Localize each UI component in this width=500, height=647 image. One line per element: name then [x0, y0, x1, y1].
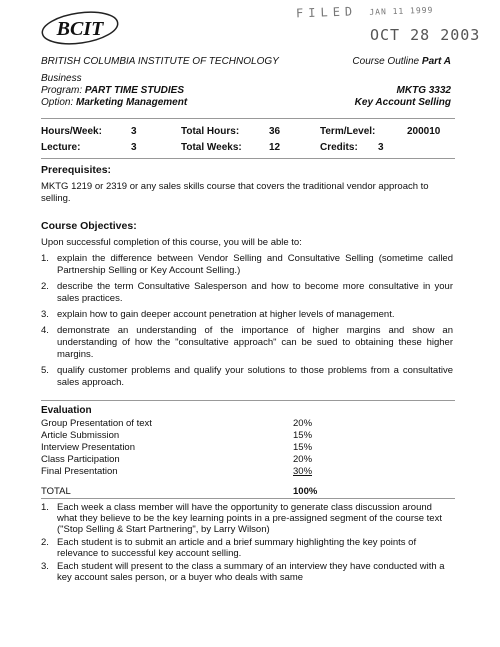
- divider: [41, 498, 455, 499]
- note-item: [41, 502, 453, 535]
- bcit-logo: [40, 8, 120, 48]
- evaluation-value: 30%: [293, 466, 313, 477]
- term-level-label: Term/Level:: [320, 126, 376, 137]
- objectives-title: Course Objectives:: [41, 220, 137, 232]
- objective-text: describe the term Consultative Salesperson and how to become more consultative in your sales practices.: [57, 281, 453, 304]
- evaluation-label: Final Presentation: [41, 466, 118, 477]
- evaluation-title: Evaluation: [41, 405, 92, 416]
- prerequisites-title: Prerequisites:: [41, 164, 112, 176]
- lecture-value: 3: [131, 142, 137, 153]
- evaluation-row: [41, 430, 341, 441]
- evaluation-total-label: TOTAL: [41, 486, 71, 497]
- department-block: [41, 73, 187, 109]
- course-id-block: [355, 85, 451, 109]
- objective-text: explain how to gain deeper account penetration at higher levels of management.: [57, 309, 395, 320]
- objective-text: demonstrate an understanding of the importance of higher margins and show an understanding of how the "consultative approach" can be sued to obtaining these higher margins.: [57, 325, 453, 360]
- lecture-label: Lecture:: [41, 142, 81, 153]
- course-code: MKTG 3332: [396, 85, 451, 96]
- total-weeks-label: Total Weeks:: [181, 142, 242, 153]
- objectives-list: [41, 253, 453, 393]
- objective-number: 2.: [41, 281, 49, 292]
- prerequisites-text: MKTG 1219 or 2319 or any sales skills course that covers the traditional vendor approach to selling.: [41, 181, 429, 204]
- hours-week-value: 3: [131, 126, 137, 137]
- evaluation-total-row: [41, 486, 341, 497]
- term-level-value: 200010: [407, 126, 441, 137]
- program-line: [41, 85, 187, 97]
- filed-stamp-date: JAN 11 1999: [369, 5, 434, 17]
- objective-item: [41, 365, 453, 389]
- evaluation-value: 15%: [293, 430, 313, 441]
- note-item: [41, 537, 453, 559]
- total-hours-value: 36: [269, 126, 281, 137]
- evaluation-label: Interview Presentation: [41, 442, 135, 453]
- total-weeks-value: 12: [269, 142, 281, 153]
- option-name: Marketing Management: [76, 97, 188, 108]
- note-text: Each student will present to the class a summary of an interview they have conducted with a key account sales person, or a buyer who deals with same: [57, 561, 445, 583]
- note-text: Each student is to submit an article and a brief summary highlighting the key points of relevance to successful key account selling.: [57, 537, 417, 559]
- divider: [41, 118, 455, 119]
- outline-part: [352, 56, 451, 67]
- evaluation-label: Article Submission: [41, 430, 120, 441]
- note-text: Each week a class member will have the opportunity to generate class discussion around what they believe to be the key learning points in a pre-assigned segment of the course text ("Stop Selling & Start Partnering", by Larry Wilson): [57, 502, 442, 535]
- note-item: [41, 561, 453, 583]
- filed-stamp: [296, 2, 434, 21]
- info-row-1: [41, 126, 455, 140]
- info-row-2: [41, 142, 455, 156]
- objective-text: explain the difference between Vendor Selling and Consultative Selling (sometime called Partnership Selling or Key Account Selling.): [57, 253, 453, 276]
- note-number: 3.: [41, 561, 49, 572]
- evaluation-value: 20%: [293, 418, 313, 429]
- evaluation-total-value: 100%: [293, 486, 318, 497]
- divider: [41, 158, 455, 159]
- logo-text: BCIT: [56, 18, 104, 40]
- objective-item: [41, 253, 453, 277]
- evaluation-row: [41, 454, 341, 465]
- evaluation-value: 15%: [293, 442, 313, 453]
- school-name: Business: [41, 73, 82, 84]
- total-hours-label: Total Hours:: [181, 126, 240, 137]
- objective-text: qualify customer problems and qualify your solutions to those problems from a consultative sales approach.: [57, 365, 453, 388]
- objective-item: [41, 281, 453, 305]
- option-prefix: Option:: [41, 97, 74, 108]
- program-prefix: Program:: [41, 85, 83, 96]
- evaluation-value: 20%: [293, 454, 313, 465]
- evaluation-notes: [41, 502, 453, 585]
- evaluation-label: Group Presentation of text: [41, 418, 152, 429]
- objective-item: [41, 309, 453, 321]
- course-name: Key Account Selling: [354, 97, 451, 108]
- divider: [41, 400, 455, 401]
- credits-label: Credits:: [320, 142, 358, 153]
- filed-stamp-word: FILED: [295, 4, 358, 21]
- evaluation-row: [41, 442, 341, 453]
- objective-number: 1.: [41, 253, 49, 264]
- objective-number: 3.: [41, 309, 49, 320]
- program-name: PART TIME STUDIES: [84, 85, 184, 96]
- evaluation-label: Class Participation: [41, 454, 120, 465]
- objective-item: [41, 325, 453, 361]
- note-number: 1.: [41, 502, 49, 513]
- outline-prefix: Course Outline: [352, 56, 420, 67]
- objectives-intro: Upon successful completion of this course, you will be able to:: [41, 237, 302, 248]
- evaluation-row: [41, 466, 341, 477]
- credits-value: 3: [378, 142, 384, 153]
- evaluation-row: [41, 418, 341, 429]
- outline-part-label: Part A: [421, 56, 451, 67]
- institution-name: BRITISH COLUMBIA INSTITUTE OF TECHNOLOGY: [41, 56, 279, 67]
- hours-week-label: Hours/Week:: [41, 126, 102, 137]
- objective-number: 5.: [41, 365, 49, 376]
- option-line: [41, 97, 187, 109]
- objective-number: 4.: [41, 325, 49, 336]
- received-date-stamp: OCT 28 2003: [370, 26, 481, 44]
- note-number: 2.: [41, 537, 49, 548]
